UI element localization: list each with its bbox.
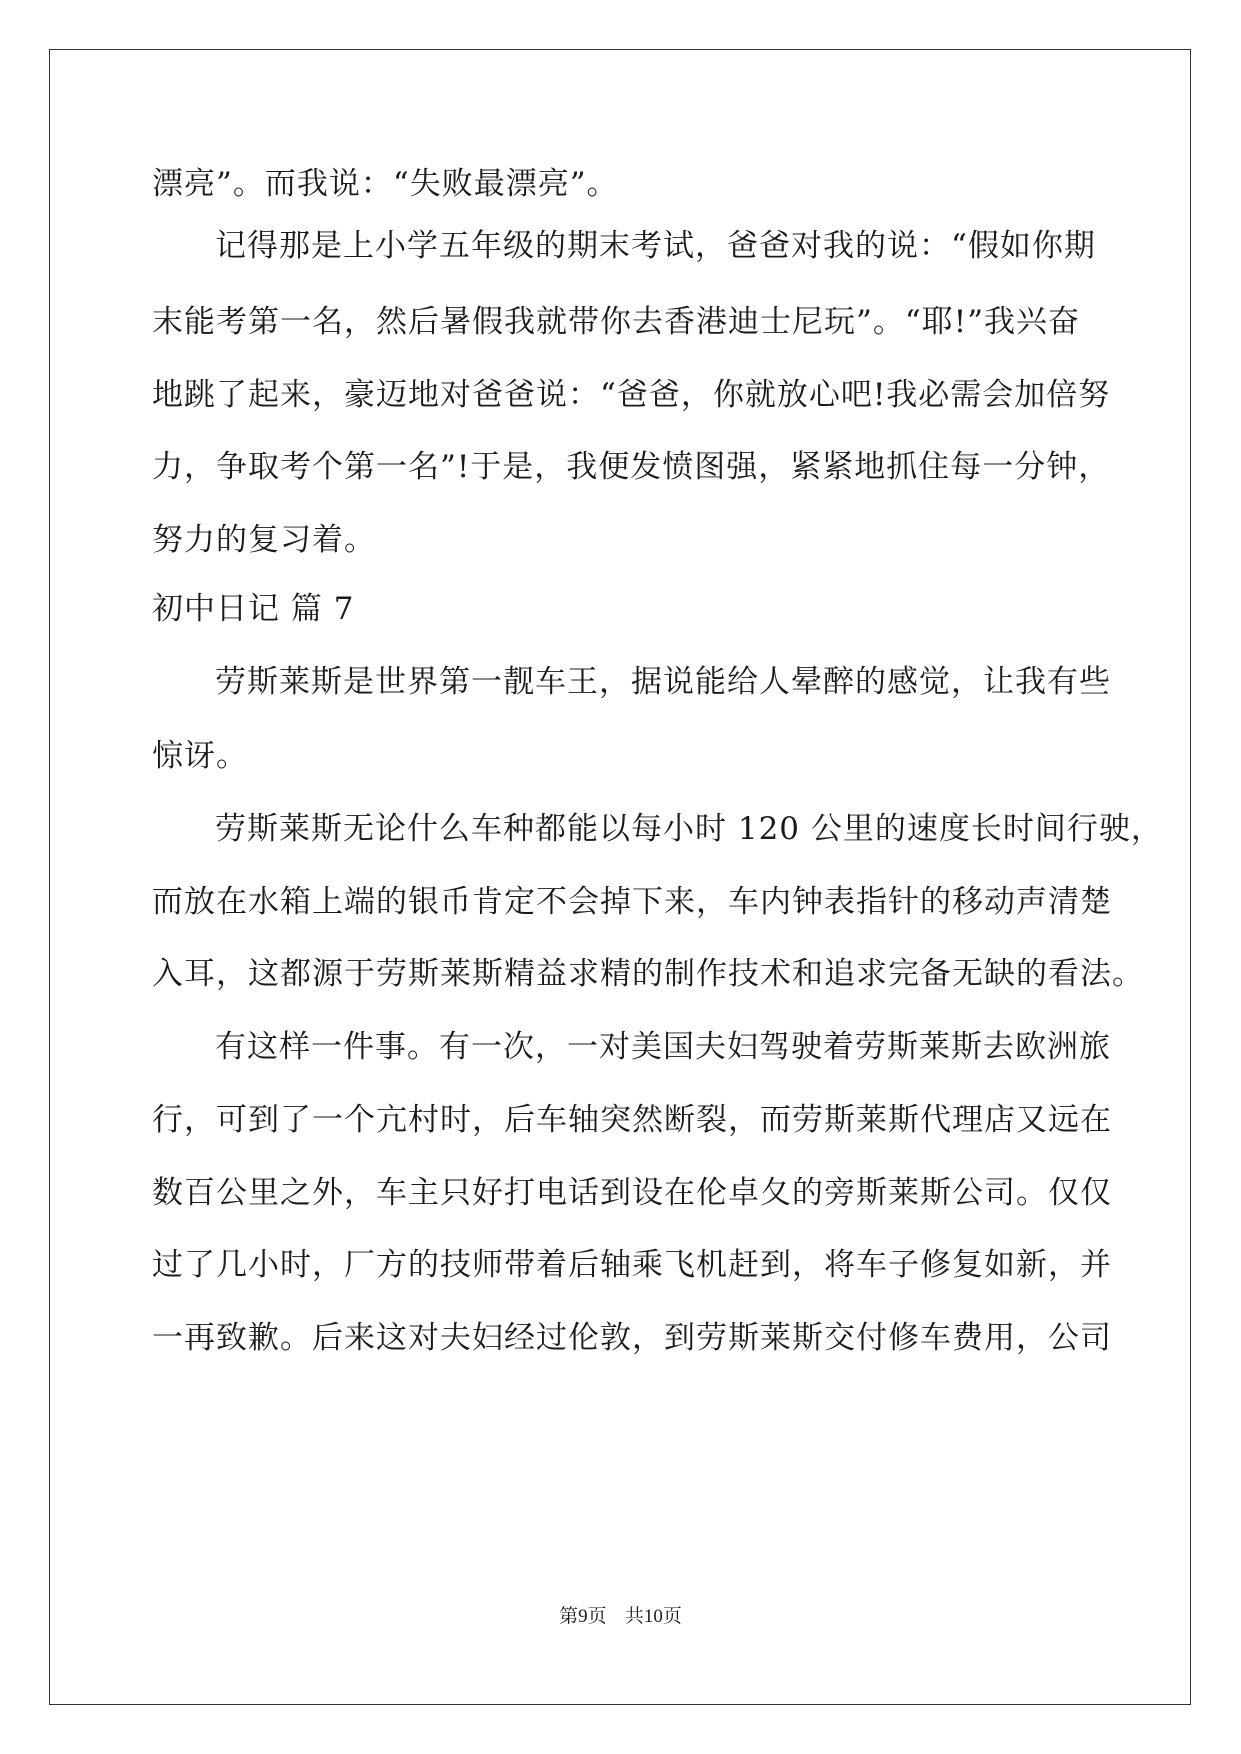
- page-border: [49, 49, 1191, 1705]
- text-line: 地跳了起来，豪迈地对爸爸说：“爸爸，你就放心吧!我必需会加倍努: [152, 377, 1111, 413]
- paragraph-line: 记得那是上小学五年级的期末考试，爸爸对我的说：“假如你期: [215, 228, 1096, 264]
- total-prefix: 共: [624, 1605, 644, 1627]
- text-line: 数百公里之外，车主只好打电话到设在伦卓夂的旁斯莱斯公司。仅仅: [152, 1175, 1112, 1211]
- section-heading: 初中日记 篇 7: [152, 591, 355, 627]
- text-line: 过了几小时，厂方的技师带着后轴乘飞机赶到，将车子修复如新，并: [152, 1247, 1112, 1283]
- page-suffix: 页: [587, 1605, 607, 1627]
- text-line: 力，争取考个第一名”!于是，我便发愤图强，紧紧地抓住每一分钟，: [152, 449, 1111, 485]
- text-line: 行，可到了一个亢村时，后车轴突然断裂，而劳斯莱斯代理店又远在: [152, 1102, 1112, 1138]
- total-suffix: 页: [662, 1605, 682, 1627]
- page-prefix: 第: [559, 1605, 579, 1627]
- page-footer: [0, 1604, 1241, 1629]
- text-line: 漂亮”。而我说：“失败最漂亮”。: [152, 166, 619, 202]
- paragraph-line: 有这样一件事。有一次，一对美国夫妇驾驶着劳斯莱斯去欧洲旅: [215, 1029, 1111, 1065]
- paragraph-line: 劳斯莱斯是世界第一靓车王，据说能给人晕醉的感觉，让我有些: [215, 664, 1111, 700]
- text-line: 努力的复习着。: [152, 522, 376, 558]
- text-line: 而放在水箱上端的银币肯定不会掉下来，车内钟表指针的移动声清楚: [152, 884, 1112, 920]
- text-line: 末能考第一名，然后暑假我就带你去香港迪士尼玩”。“耶!”我兴奋: [152, 304, 1080, 340]
- paragraph-line: 劳斯莱斯无论什么车种都能以每小时 120 公里的速度长时间行驶，: [215, 811, 1163, 847]
- text-line: 入耳，这都源于劳斯莱斯精益求精的制作技术和追求完备无缺的看法。: [152, 956, 1144, 992]
- page-total: 10: [643, 1606, 663, 1627]
- text-line: 一再致歉。后来这对夫妇经过伦敦，到劳斯莱斯交付修车费用，公司: [152, 1320, 1112, 1356]
- text-line: 惊讶。: [152, 738, 248, 774]
- page-number: 9: [578, 1606, 588, 1627]
